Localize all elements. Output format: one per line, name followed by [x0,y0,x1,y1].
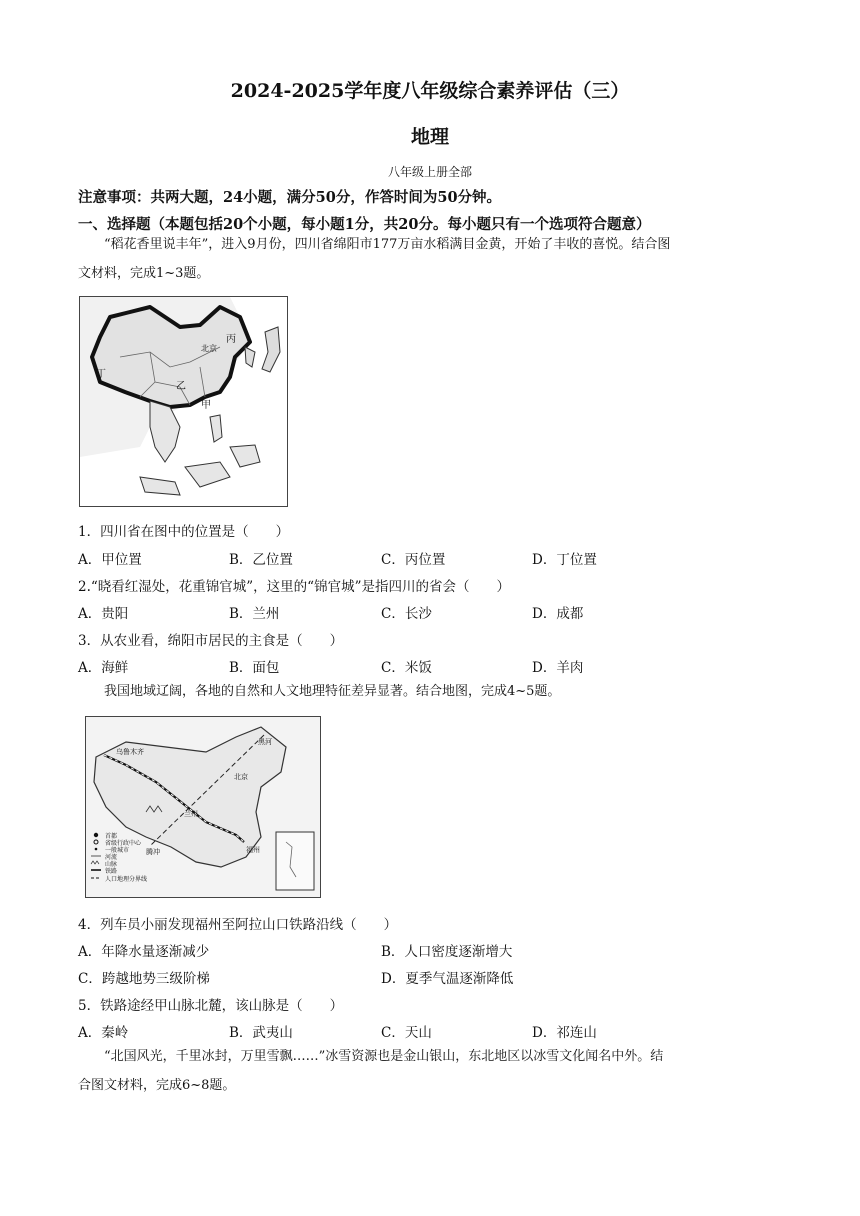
q3-option-c: C．米饭 [381,660,432,676]
legend-river: 河流 [105,854,118,861]
q1-option-c: C．丙位置 [381,552,446,568]
label-urumqi: 乌鲁木齐 [116,748,144,756]
section-heading: 一、选择题（本题包括20个小题，每小题1分，共20分。每小题只有一个选项符合题意） [78,216,651,233]
q4-stem: 4．列车员小丽发现福州至阿拉山口铁路沿线（ ） [78,917,398,933]
label-yi: 乙 [176,381,186,392]
label-bing: 丙 [226,334,236,345]
q5-option-d: D．祁连山 [532,1025,597,1041]
q2-option-a: A．贵阳 [78,606,129,622]
q2-option-c: C．长沙 [381,606,432,622]
q4-option-b: B．人口密度逐渐增大 [381,944,513,960]
passage-3-line-1: “北国风光，千里冰封，万里雪飘……”冰雪资源也是金山银山，东北地区以冰雪文化闻名中外。结 [104,1049,664,1064]
legend-railway: 铁路 [105,868,118,875]
asia-map-figure [80,297,287,506]
q4-option-a: A．年降水量逐渐减少 [78,944,210,960]
legend-mountain: 山脉 [105,861,118,868]
label-beijing-2: 北京 [234,773,248,781]
q3-option-b: B．面包 [229,660,280,676]
q3-option-d: D．羊肉 [532,660,584,676]
label-beijing: 北京 [201,344,217,353]
exam-title: 2024-2025学年度八年级综合素养评估（三） [230,80,630,102]
china-map-figure [86,717,320,897]
label-tengchong: 腾冲 [146,848,160,856]
asia-map [79,296,288,507]
label-ding: 丁 [96,369,106,380]
q5-stem: 5．铁路途经甲山脉北麓，该山脉是（ ） [78,998,344,1014]
q4-option-d: D．夏季气温逐渐降低 [381,971,514,987]
q1-option-b: B．乙位置 [229,552,293,568]
label-lanzhou: 兰州 [184,810,198,818]
q5-option-a: A．秦岭 [78,1025,129,1041]
legend-city: 一般城市 [105,847,130,854]
legend-provincial-center: 省级行政中心 [105,840,142,847]
legend-population-line: 人口地理分界线 [105,876,148,883]
subject-title: 地理 [410,126,449,148]
q5-option-c: C．天山 [381,1025,432,1041]
label-heihe: 黑河 [258,738,272,746]
legend-capital: 首都 [105,833,118,840]
q1-stem: 1．四川省在图中的位置是（ ） [78,524,290,540]
notice: 注意事项：共两大题，24小题，满分50分，作答时间为50分钟。 [78,189,502,206]
scope-subtitle: 八年级上册全部 [387,165,472,179]
q4-option-c: C．跨越地势三级阶梯 [78,971,210,987]
q3-stem: 3．从农业看，绵阳市居民的主食是（ ） [78,633,344,649]
passage-1-line-1: “稻花香里说丰年”，进入9月份，四川省绵阳市177万亩水稻满目金黄，开始了丰收的喜悦。结合图 [104,237,671,252]
q2-option-d: D．成都 [532,606,584,622]
q2-option-b: B．兰州 [229,606,280,622]
q1-option-d: D．丁位置 [532,552,597,568]
q3-option-a: A．海鲜 [78,660,129,676]
q1-option-a: A．甲位置 [78,552,142,568]
label-fuzhou: 福州 [246,846,260,854]
passage-2: 我国地域辽阔，各地的自然和人文地理特征差异显著。结合地图，完成4~5题。 [104,684,561,699]
label-jia: 甲 [201,400,211,411]
q5-option-b: B．武夷山 [229,1025,293,1041]
q2-stem: 2.“晓看红湿处，花重锦官城”，这里的“锦官城”是指四川的省会（ ） [78,579,510,595]
passage-1-line-2: 文材料，完成1~3题。 [78,266,210,281]
china-map [85,716,321,898]
passage-3-line-2: 合图文材料，完成6~8题。 [78,1078,236,1093]
